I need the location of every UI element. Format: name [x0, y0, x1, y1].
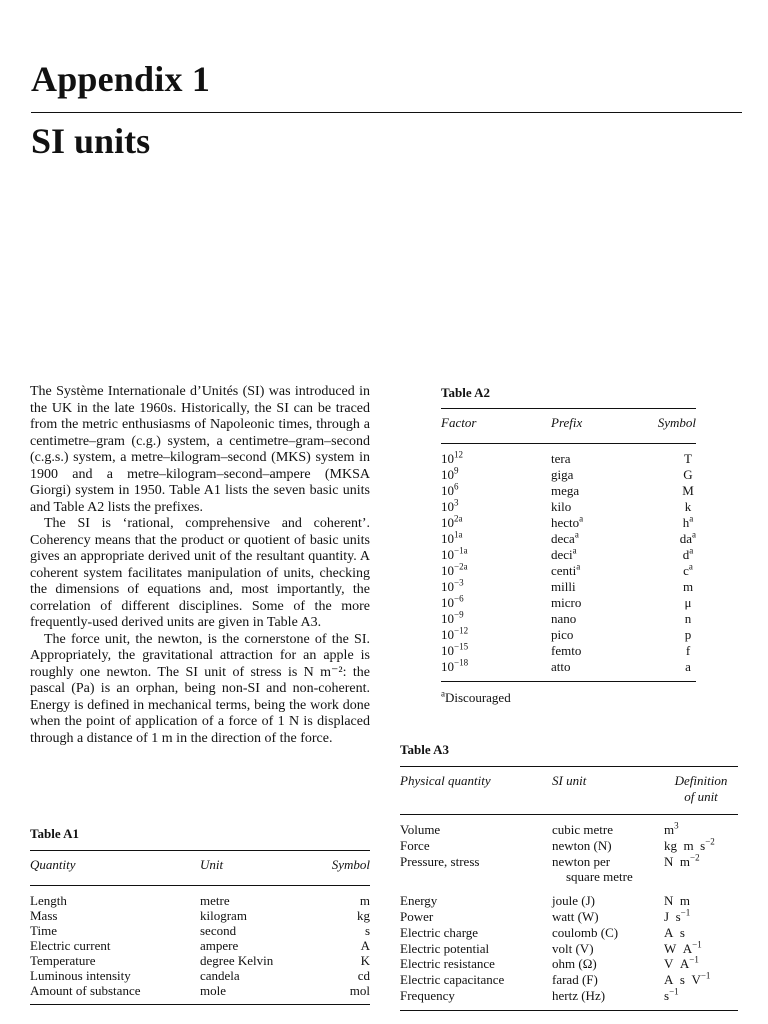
- unit-text: farad (F): [552, 972, 598, 988]
- definition-unit: A: [664, 924, 674, 940]
- factor-cell: [441, 547, 551, 563]
- symbol-text: a: [685, 659, 691, 674]
- column-header: SI unit: [552, 767, 664, 815]
- definition-exponent: −1: [689, 955, 699, 966]
- prefix-cell: [551, 499, 636, 515]
- symbol-text: h: [682, 515, 690, 530]
- prefix-cell: [551, 467, 636, 483]
- table-row: [441, 563, 696, 579]
- table-row: [400, 925, 738, 941]
- factor-base: 10: [441, 531, 454, 546]
- symbol-wrap: [680, 659, 696, 675]
- prefix-text: milli: [551, 579, 576, 594]
- definition-unit: W: [664, 940, 677, 956]
- factor-base: 10: [441, 563, 454, 578]
- symbol-text: k: [684, 499, 692, 514]
- unit-cell: [552, 838, 664, 854]
- quantity-cell: Time: [30, 923, 57, 938]
- symbol-text: d: [682, 547, 690, 562]
- factor-cell: [441, 595, 551, 611]
- definition-cell: [664, 925, 738, 941]
- appendix-heading: Appendix 1: [31, 59, 211, 99]
- definition-unit: m: [683, 837, 694, 853]
- factor-cell: [441, 627, 551, 643]
- symbol-cell: [636, 643, 696, 659]
- symbol-wrap: [680, 579, 696, 595]
- footnote-mark: a: [688, 561, 693, 572]
- factor-exponent: −18: [454, 657, 469, 668]
- page-title: SI units: [31, 121, 151, 161]
- factor-exponent: −15: [454, 641, 469, 652]
- symbol-cell: [636, 499, 696, 515]
- table-row: [30, 923, 370, 938]
- prefix-cell: [551, 627, 636, 643]
- paragraph: The SI is ‘rational, comprehensive and coherent’. Coherency means that the product or quotient of basic units gives an appropriate derived unit of the resultant quantity. A coherent system facilitates manipulation of units, checking the dimensions of equations and, most importantly, the correlation of different disciplines. Some of the more frequently-used derived units are given in Table A3.: [30, 516, 370, 630]
- table-row: [441, 643, 696, 659]
- definition-cell: [664, 941, 738, 957]
- symbol-wrap: [680, 451, 696, 467]
- prefix-cell: [551, 659, 636, 682]
- symbol-cell: kg: [357, 908, 370, 923]
- definition-exponent: −2: [705, 836, 715, 847]
- definition-exponent: 3: [674, 820, 679, 831]
- symbol-wrap: [680, 531, 696, 547]
- definition-unit: V: [691, 972, 701, 988]
- prefix-text: kilo: [551, 499, 572, 514]
- factor-exponent: −6: [454, 593, 464, 604]
- quantity-cell: Temperature: [30, 953, 96, 968]
- factor-base: 10: [441, 611, 454, 626]
- factor-exponent: −3: [454, 577, 464, 588]
- factor-exponent: 6: [454, 481, 459, 492]
- table-a3-caption: Table A3: [400, 742, 450, 757]
- paragraph: The force unit, the newton, is the cornerstone of the SI. Appropriately, the gravitational attraction for an apple is roughly one newton. The SI unit of stress is N m⁻²: the pascal (Pa) is an orphan, being non-SI and non-coherent. Energy is defined in mechanical terms, being the work done when the point of application of a force of 1 N is displaced through a distance of 1 m in the direction of the force.: [30, 631, 370, 746]
- symbol-cell: A: [360, 938, 370, 953]
- definition-unit: kg: [664, 837, 677, 853]
- definition-unit: s: [700, 837, 706, 853]
- table-a2-caption: Table A2: [441, 385, 491, 400]
- column-header: Unit: [200, 851, 310, 886]
- definition-unit: s: [679, 924, 685, 940]
- table-row: [441, 531, 696, 547]
- prefix-text: hecto: [551, 515, 580, 530]
- symbol-text: da: [679, 531, 692, 546]
- unit-text: newton (N): [552, 837, 612, 853]
- definition-cell: [664, 972, 738, 988]
- quantity-cell: Power: [400, 908, 434, 924]
- unit-text: watt (W): [552, 908, 599, 924]
- factor-base: 10: [441, 643, 454, 658]
- factor-cell: [441, 611, 551, 627]
- symbol-cell: cd: [357, 968, 370, 983]
- symbol-cell: [636, 659, 696, 682]
- symbol-text: G: [683, 467, 693, 482]
- factor-cell: [441, 579, 551, 595]
- factor-exponent: 2a: [454, 513, 463, 524]
- definition-exponent: −1: [700, 970, 711, 981]
- factor-exponent: −12: [454, 625, 469, 636]
- table-row: [400, 885, 738, 909]
- factor-cell: [441, 531, 551, 547]
- symbol-wrap: [680, 611, 696, 627]
- unit-cell: [552, 885, 664, 909]
- symbol-wrap: [680, 499, 696, 515]
- factor-base: 10: [441, 547, 454, 562]
- unit-cell: [552, 956, 664, 972]
- prefix-cell: [551, 563, 636, 579]
- factor-exponent: 3: [454, 497, 459, 508]
- footnote-mark: a: [574, 529, 579, 540]
- unit-text: joule (J): [552, 893, 595, 909]
- factor-exponent: 9: [454, 465, 459, 476]
- factor-cell: [441, 643, 551, 659]
- factor-cell: [441, 483, 551, 499]
- definition-cell: [664, 815, 738, 838]
- definition-exponent: −1: [669, 986, 679, 997]
- definition-unit: m: [664, 822, 675, 837]
- table-row: [30, 886, 370, 909]
- quantity-cell: Force: [400, 837, 430, 853]
- definition-cell: [664, 854, 738, 886]
- table-a1: [30, 850, 370, 1005]
- footnote-text: Discouraged: [445, 690, 511, 705]
- factor-exponent: −2a: [454, 561, 468, 572]
- quantity-cell: Volume: [400, 822, 441, 837]
- prefix-cell: [551, 444, 636, 468]
- symbol-text: μ: [684, 595, 692, 610]
- definition-cell: [664, 988, 738, 1010]
- table-a1-caption: Table A1: [30, 826, 80, 841]
- factor-exponent: −1a: [454, 545, 468, 556]
- symbol-text: n: [684, 611, 692, 626]
- quantity-cell: Length: [30, 893, 67, 908]
- symbol-cell: [636, 467, 696, 483]
- symbol-cell: [636, 531, 696, 547]
- unit-text: cubic metre: [552, 822, 613, 837]
- paragraph: The Système Internationale d’Unités (SI) was introduced in the UK in the late 1960s. Historically, the SI can be traced from the metric enthusiasms of Napoleonic times, through a centimetre–gram (c.g.) system, a centimetre–gram–second (c.g.s.) system, a metre–kilogram–second (MKS) system in 1900 and a metre–kilogram–second–ampere (MKSA Giorgi) system in 1950. Table A1 lists the seven basic units and Table A2 lists the prefixes.: [30, 384, 370, 515]
- symbol-wrap: [680, 467, 696, 483]
- column-header: Symbol: [636, 409, 696, 444]
- table-row: [441, 579, 696, 595]
- factor-cell: [441, 563, 551, 579]
- table-row: [441, 467, 696, 483]
- symbol-cell: m: [359, 893, 370, 908]
- table-row: [400, 909, 738, 925]
- quantity-cell: Electric potential: [400, 940, 490, 956]
- column-header: Prefix: [551, 409, 636, 444]
- symbol-cell: [636, 444, 696, 468]
- symbol-wrap: [680, 563, 696, 579]
- unit-text: newton per: [552, 853, 611, 869]
- prefix-text: femto: [551, 643, 582, 658]
- unit-text-continued: square metre: [566, 869, 633, 885]
- prefix-cell: [551, 483, 636, 499]
- prefix-cell: [551, 531, 636, 547]
- prefix-text: deca: [551, 531, 575, 546]
- symbol-wrap: [680, 627, 696, 643]
- table-a3: [400, 766, 738, 1011]
- factor-cell: [441, 444, 551, 468]
- unit-text: ohm (Ω): [552, 956, 597, 972]
- quantity-cell: Energy: [400, 893, 438, 909]
- factor-base: 10: [441, 451, 454, 466]
- symbol-wrap: [680, 515, 696, 531]
- prefix-text: nano: [551, 611, 577, 626]
- body-text: [30, 384, 370, 747]
- symbol-text: p: [684, 627, 692, 642]
- footnote-mark: a: [689, 513, 694, 524]
- prefix-cell: [551, 547, 636, 563]
- definition-cell: [664, 956, 738, 972]
- factor-cell: [441, 467, 551, 483]
- unit-cell: [552, 815, 664, 838]
- column-header: Physical quantity: [400, 767, 552, 815]
- prefix-cell: [551, 643, 636, 659]
- unit-text: hertz (Hz): [552, 987, 606, 1003]
- factor-base: 10: [441, 595, 454, 610]
- prefix-text: deci: [551, 547, 573, 562]
- factor-base: 10: [441, 579, 454, 594]
- factor-base: 10: [441, 659, 454, 674]
- heading-rule: [31, 112, 742, 113]
- table-row: [400, 972, 738, 988]
- table-row: [441, 659, 696, 682]
- quantity-cell: Mass: [30, 908, 58, 923]
- footnote-mark: a: [579, 513, 584, 524]
- table-row: [441, 444, 696, 468]
- factor-base: 10: [441, 627, 454, 642]
- symbol-wrap: [680, 547, 696, 563]
- unit-text: volt (V): [552, 940, 594, 956]
- quantity-cell: Amount of substance: [30, 983, 200, 1005]
- unit-cell: metre: [200, 893, 230, 908]
- factor-cell: [441, 515, 551, 531]
- unit-cell: [552, 988, 664, 1010]
- quantity-cell: Electric charge: [400, 924, 479, 940]
- definition-unit: m: [679, 893, 691, 909]
- factor-exponent: −9: [454, 609, 464, 620]
- symbol-text: m: [682, 579, 694, 594]
- column-header: Factor: [441, 409, 551, 444]
- quantity-cell: Pressure, stress: [400, 853, 480, 869]
- unit-cell: [552, 854, 664, 886]
- definition-unit: V: [664, 956, 674, 972]
- header-line: Definition: [674, 773, 728, 788]
- quantity-cell: Frequency: [400, 988, 552, 1010]
- symbol-wrap: [680, 483, 696, 499]
- symbol-cell: [636, 563, 696, 579]
- prefix-cell: [551, 515, 636, 531]
- prefix-text: mega: [551, 483, 580, 498]
- symbol-text: c: [683, 563, 689, 578]
- symbol-cell: [636, 627, 696, 643]
- factor-exponent: 12: [454, 449, 463, 460]
- table-a2-footnote: [441, 690, 511, 706]
- symbol-wrap: [680, 595, 696, 611]
- table-row: [30, 968, 370, 983]
- table-row: [441, 627, 696, 643]
- factor-cell: [441, 499, 551, 515]
- symbol-cell: s: [364, 923, 370, 938]
- unit-cell: [552, 925, 664, 941]
- symbol-cell: [636, 595, 696, 611]
- unit-cell: mole: [200, 983, 310, 1005]
- definition-unit: A: [679, 956, 690, 972]
- symbol-text: T: [684, 451, 692, 466]
- definition-exponent: −1: [680, 907, 691, 918]
- table-a2: [441, 408, 696, 682]
- unit-cell: [552, 941, 664, 957]
- unit-cell: degree Kelvin: [200, 953, 274, 968]
- table-row: [441, 547, 696, 563]
- definition-unit: A: [664, 972, 674, 988]
- unit-cell: second: [200, 923, 237, 938]
- prefix-cell: [551, 611, 636, 627]
- symbol-cell: [636, 483, 696, 499]
- table-row: [30, 938, 370, 953]
- symbol-wrap: [680, 643, 696, 659]
- definition-unit: A: [682, 940, 693, 956]
- quantity-cell: Electric current: [30, 938, 111, 953]
- symbol-text: f: [685, 643, 691, 658]
- footnote-mark: a: [576, 561, 581, 572]
- definition-unit: s: [679, 972, 685, 988]
- table-row: [441, 483, 696, 499]
- symbol-cell: mol: [310, 983, 370, 1005]
- symbol-cell: [636, 515, 696, 531]
- table-row: [400, 956, 738, 972]
- table-row: [30, 953, 370, 968]
- unit-text: coulomb (C): [552, 924, 619, 940]
- definition-unit: N: [664, 853, 674, 869]
- table-row: [30, 983, 370, 1005]
- factor-base: 10: [441, 483, 454, 498]
- column-header: Quantity: [30, 851, 200, 886]
- unit-cell: candela: [200, 968, 240, 983]
- prefix-cell: [551, 595, 636, 611]
- factor-base: 10: [441, 499, 454, 514]
- symbol-text: M: [682, 483, 694, 498]
- definition-unit: s: [664, 987, 670, 1003]
- table-row: [400, 988, 738, 1010]
- definition-exponent: −1: [692, 939, 702, 950]
- quantity-cell: Electric capacitance: [400, 972, 505, 988]
- definition-unit: J: [664, 908, 670, 924]
- factor-base: 10: [441, 467, 454, 482]
- table-row: [441, 499, 696, 515]
- table-row: [441, 595, 696, 611]
- definition-cell: [664, 885, 738, 909]
- unit-cell: ampere: [200, 938, 239, 953]
- table-row: [441, 515, 696, 531]
- table-row: [400, 838, 738, 854]
- symbol-cell: [636, 547, 696, 563]
- unit-cell: [552, 909, 664, 925]
- column-header: [664, 767, 738, 815]
- unit-cell: [552, 972, 664, 988]
- column-header: Symbol: [310, 851, 370, 886]
- table-row: [30, 908, 370, 923]
- table-row: [400, 941, 738, 957]
- unit-cell: kilogram: [200, 908, 247, 923]
- prefix-text: atto: [551, 659, 571, 674]
- definition-cell: [664, 909, 738, 925]
- prefix-text: pico: [551, 627, 574, 642]
- quantity-cell: Luminous intensity: [30, 968, 131, 983]
- factor-cell: [441, 659, 551, 682]
- symbol-cell: [636, 579, 696, 595]
- footnote-mark: a: [692, 529, 696, 540]
- definition-unit: N: [664, 893, 674, 909]
- footnote-mark: a: [441, 688, 445, 699]
- definition-exponent: −2: [690, 852, 700, 863]
- header-line: of unit: [684, 789, 718, 804]
- prefix-text: centi: [551, 563, 577, 578]
- factor-exponent: 1a: [454, 529, 463, 540]
- quantity-cell: Electric resistance: [400, 956, 495, 972]
- symbol-cell: K: [360, 953, 370, 968]
- definition-unit: m: [679, 853, 691, 869]
- factor-base: 10: [441, 515, 454, 530]
- prefix-cell: [551, 579, 636, 595]
- table-row: [400, 815, 738, 838]
- table-row: [441, 611, 696, 627]
- symbol-cell: [636, 611, 696, 627]
- prefix-text: tera: [551, 451, 571, 466]
- definition-unit: s: [675, 908, 681, 924]
- definition-cell: [664, 838, 738, 854]
- prefix-text: giga: [551, 467, 574, 482]
- prefix-text: micro: [551, 595, 582, 610]
- footnote-mark: a: [572, 545, 577, 556]
- footnote-mark: a: [689, 545, 694, 556]
- table-row: [400, 854, 738, 886]
